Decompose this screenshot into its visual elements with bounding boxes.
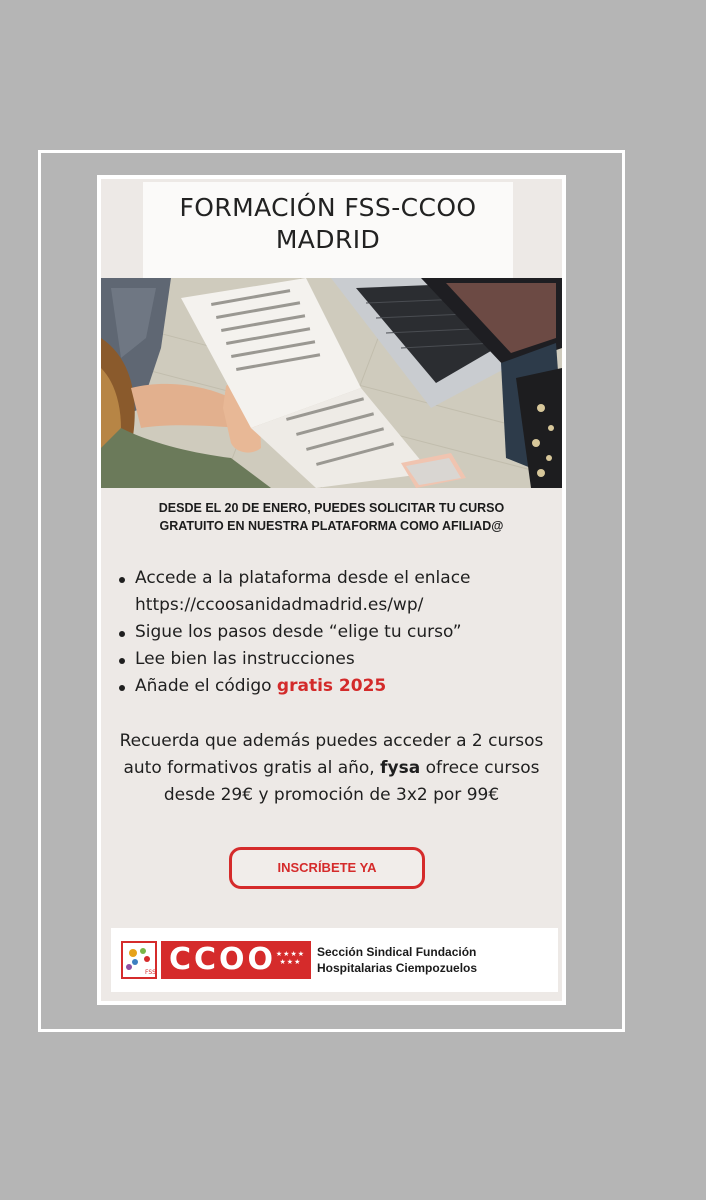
- step-1-text: Accede a la plataforma desde el enlace: [135, 568, 471, 588]
- announcement-line-2: GRATUITO EN NUESTRA PLATAFORMA COMO AFILIAD@: [159, 519, 504, 533]
- announcement: [101, 499, 562, 535]
- step-2-text: Sigue los pasos desde “elige tu curso”: [135, 622, 462, 642]
- page-title: [143, 192, 513, 256]
- title-line-2: MADRID: [275, 225, 381, 254]
- step-3-text: Lee bien las instrucciones: [135, 649, 355, 669]
- steps-list: [113, 565, 471, 700]
- stars-icon: ★★★★ ★★★: [275, 950, 305, 966]
- section-name: [317, 944, 477, 976]
- reminder-line-1: Recuerda que además puedes acceder a 2 cursos: [119, 731, 544, 751]
- list-item: [113, 673, 471, 700]
- reminder-line-3: desde 29€ y promoción de 3x2 por 99€: [163, 785, 500, 805]
- list-item: [113, 565, 471, 619]
- section-name-line-2: Hospitalarias Ciempozuelos: [317, 961, 478, 975]
- list-item: [113, 646, 471, 673]
- promo-code: gratis 2025: [276, 676, 387, 696]
- step-4-text: Añade el código: [135, 676, 277, 696]
- footer-banner: [111, 928, 558, 992]
- poster-body: [101, 179, 562, 1001]
- title-line-1: FORMACIÓN FSS-CCOO: [179, 193, 477, 222]
- title-box: [143, 182, 513, 278]
- ccoo-logo-text: CCOO: [169, 942, 277, 977]
- fss-logo-text: FSS: [145, 969, 155, 976]
- reminder-line-2-post: ofrece cursos: [420, 758, 540, 778]
- reminder-text: [101, 728, 562, 809]
- reminder-line-2-pre: auto formativos gratis al año,: [123, 758, 381, 778]
- fysa-brand: fysa: [380, 758, 421, 778]
- section-name-line-1: Sección Sindical Fundación: [317, 945, 477, 959]
- announcement-line-1: DESDE EL 20 DE ENERO, PUEDES SOLICITAR TU CURSO: [158, 501, 505, 515]
- list-item: [113, 619, 471, 646]
- enroll-button[interactable]: INSCRÍBETE YA: [229, 847, 425, 889]
- poster: [97, 175, 566, 1005]
- laptop-study-photo: [101, 278, 562, 488]
- reminder-line-2: [101, 755, 562, 782]
- fss-logo: [121, 941, 157, 979]
- platform-link[interactable]: https://ccoosanidadmadrid.es/wp/: [135, 595, 424, 615]
- ccoo-logo: [161, 941, 311, 979]
